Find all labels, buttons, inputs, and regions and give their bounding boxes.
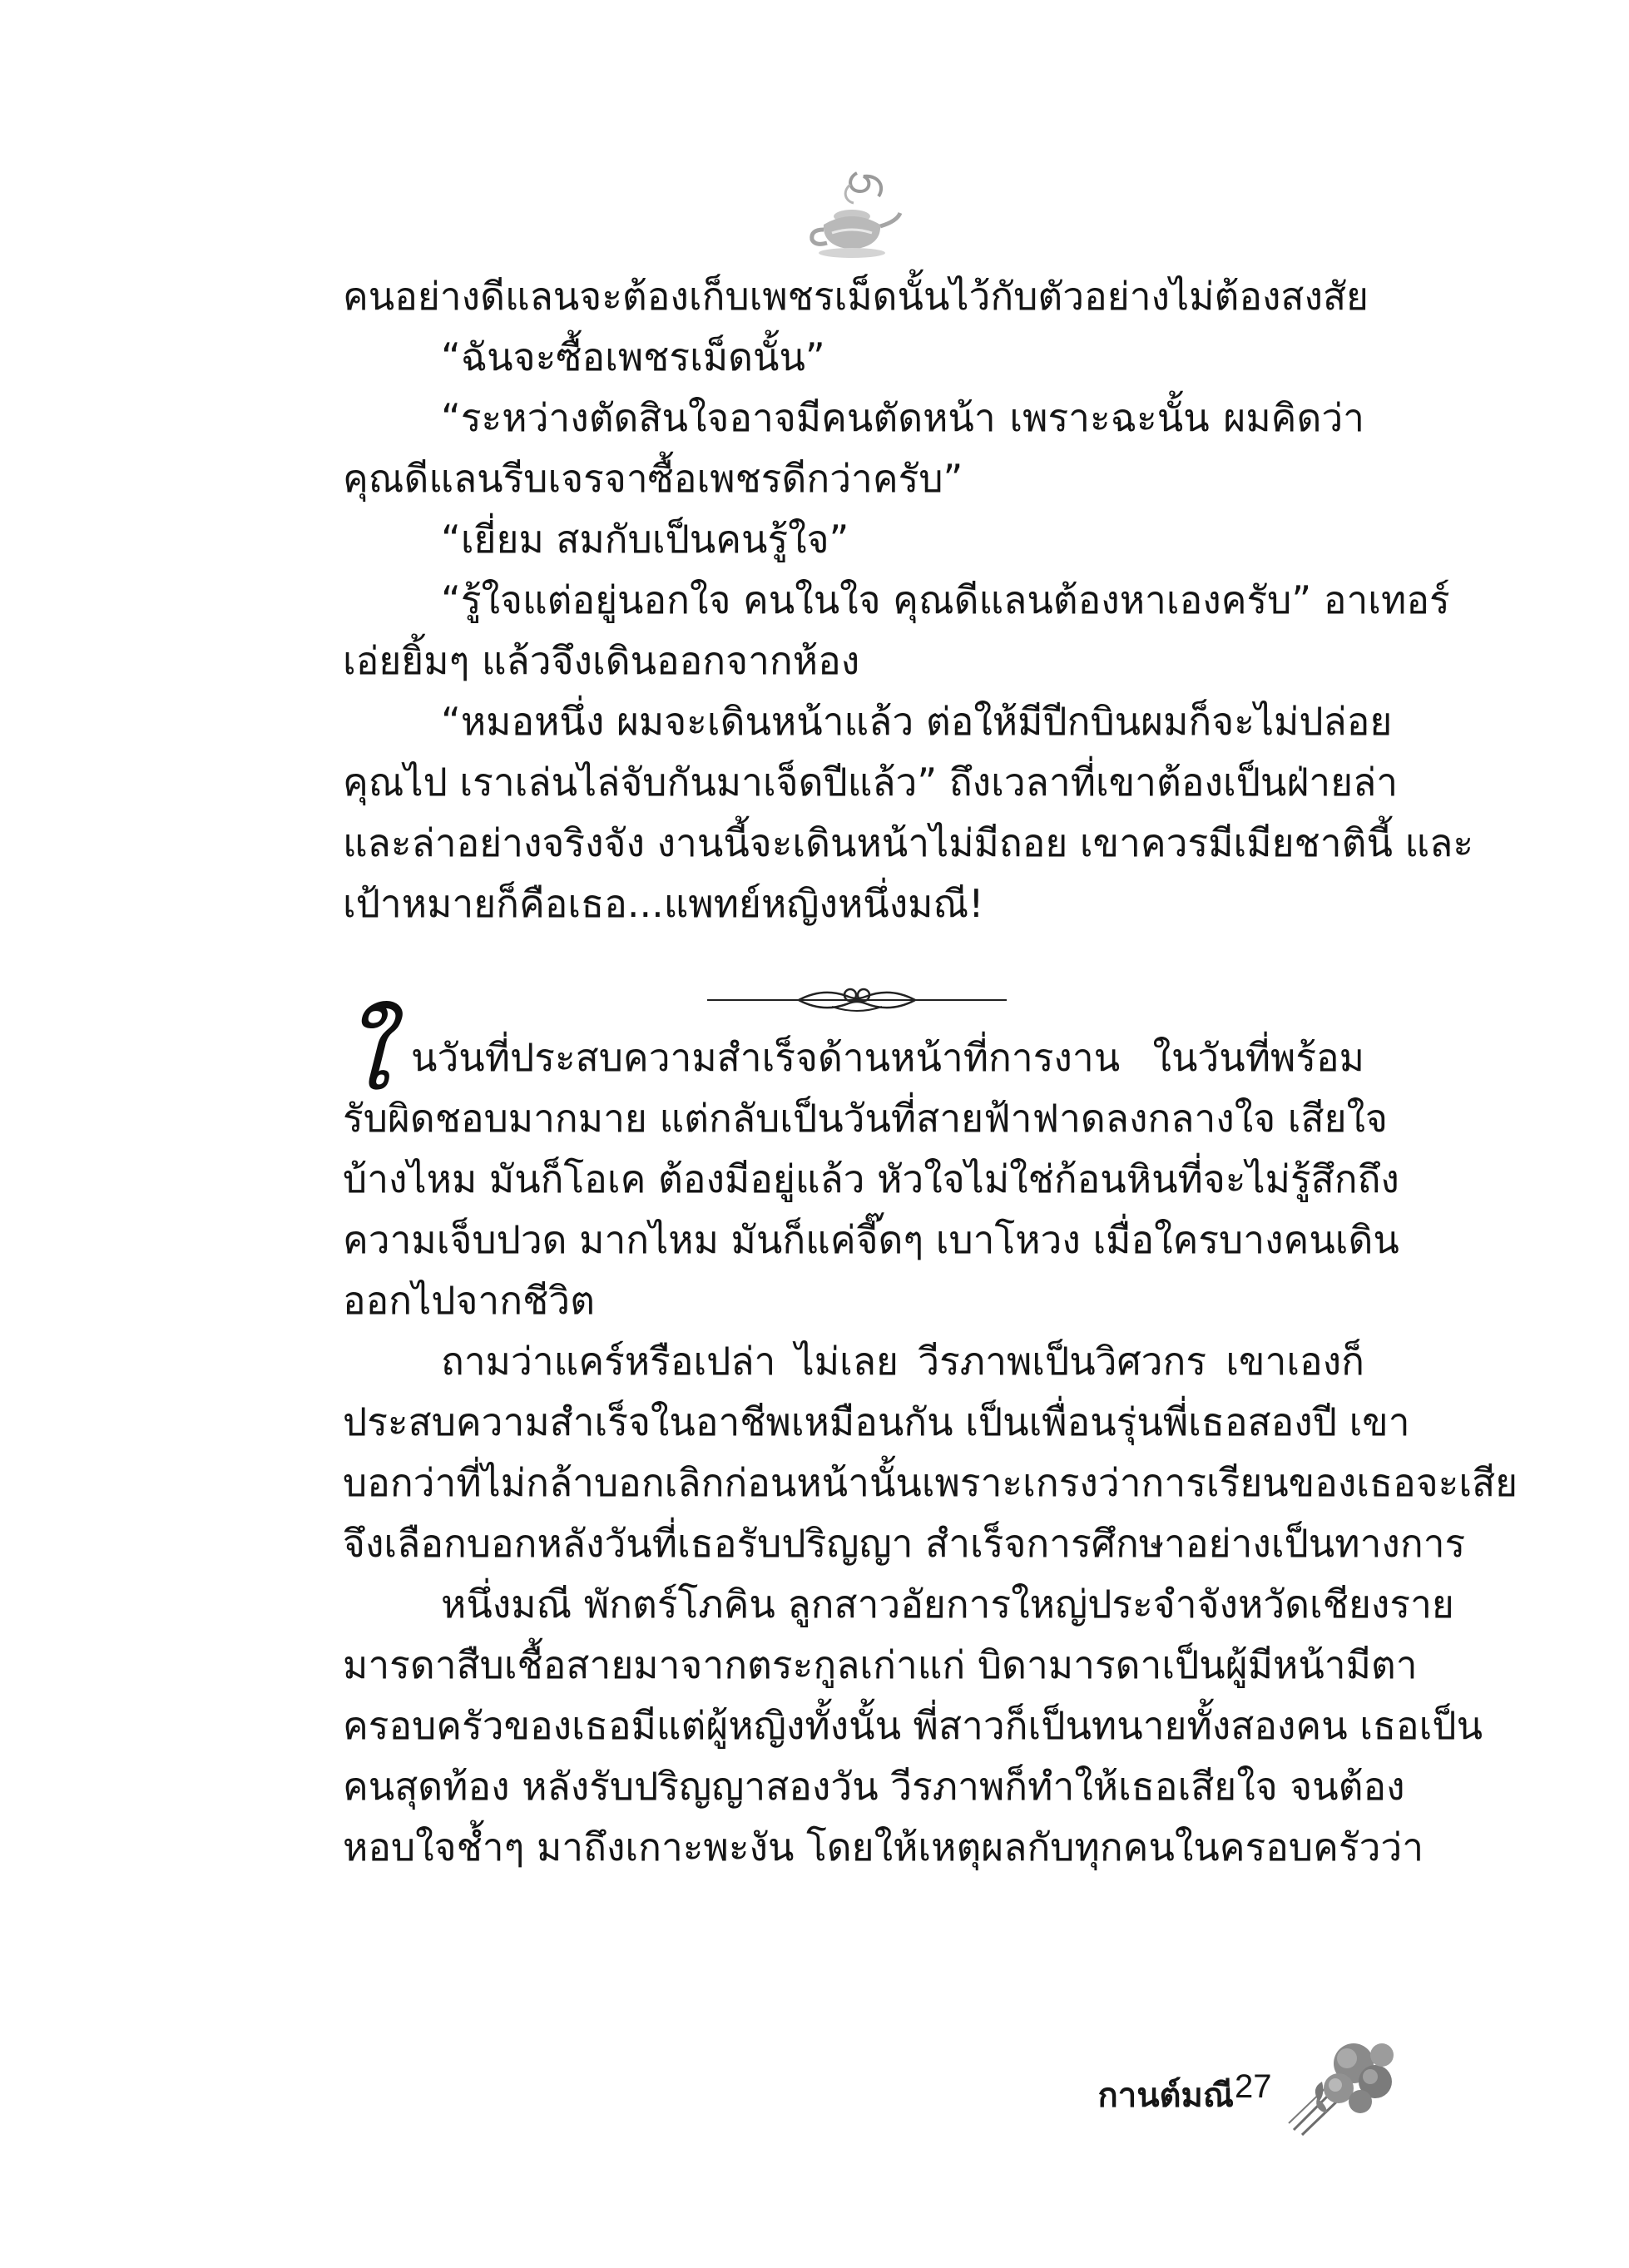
text-line: “หมอหนึ่ง ผมจะเดินหน้าแล้ว ต่อให้มีปีกบินผมก็จะไม่ปล่อย — [441, 699, 1393, 744]
text-line: บ้างไหม มันก็โอเค ต้องมีอยู่แล้ว หัวใจไม่ใช่ก้อนหินที่จะไม่รู้สึกถึง — [343, 1156, 1399, 1201]
text-line: ออกไปจากชีวิต — [343, 1278, 595, 1323]
text-block-top — [343, 266, 1474, 934]
text-line: “รู้ใจแต่อยู่นอกใจ คนในใจ คุณดีแลนต้องหาเองครับ” อาเทอร์ — [441, 577, 1450, 622]
drop-cap: ใ — [341, 998, 389, 1112]
text-line: นวันที่ประสบความสำเร็จด้านหน้าที่การงาน ในวันที่พร้อม — [411, 1035, 1364, 1080]
text-line: หนึ่งมณี พักตร์โภคิน ลูกสาวอัยการใหญ่ประจำจังหวัดเชียงราย — [441, 1582, 1454, 1627]
page-number: 27 — [1235, 2068, 1272, 2105]
text-line: มารดาสืบเชื้อสายมาจากตระกูลเก่าแก่ บิดามารดาเป็นผู้มีหน้ามีตา — [343, 1642, 1418, 1687]
footer-book-title: กานต์มณี — [1097, 2077, 1234, 2114]
text-line: จึงเลือกบอกหลังวันที่เธอรับปริญญา สำเร็จการศึกษาอย่างเป็นทางการ — [343, 1521, 1466, 1566]
text-line: ถามว่าแคร์หรือเปล่า ไม่เลย วีรภาพเป็นวิศวกร เขาเองก็ — [441, 1339, 1364, 1384]
text-line: เป้าหมายก็คือเธอ...แพทย์หญิงหนึ่งมณี! — [343, 881, 984, 926]
text-line: เอ่ยยิ้มๆ แล้วจึงเดินออกจากห้อง — [343, 638, 860, 683]
text-block-bottom — [343, 1028, 1518, 1878]
text-line: และล่าอย่างจริงจัง งานนี้จะเดินหน้าไม่มีถอย เขาควรมีเมียชาตินี้ และ — [343, 820, 1474, 865]
text-line: คุณไป เราเล่นไล่จับกันมาเจ็ดปีแล้ว” ถึงเวลาที่เขาต้องเป็นฝ่ายล่า — [343, 760, 1399, 805]
text-line: ความเจ็บปวด มากไหม มันก็แค่จี๊ดๆ เบาโหวง เมื่อใครบางคนเดิน — [343, 1217, 1399, 1262]
text-line: “ฉันจะซื้อเพชรเม็ดนั้น” — [441, 334, 825, 379]
text-line: ครอบครัวของเธอมีแต่ผู้หญิงทั้งนั้น พี่สาวก็เป็นทนายทั้งสองคน เธอเป็น — [343, 1703, 1483, 1748]
text-line: รับผิดชอบมากมาย แต่กลับเป็นวันที่สายฟ้าฟาดลงกลางใจ เสียใจ — [343, 1096, 1388, 1141]
text-line: ประสบความสำเร็จในอาชีพเหมือนกัน เป็นเพื่อนรุ่นพี่เธอสองปี เขา — [343, 1399, 1410, 1444]
teapot-ornament-icon — [799, 166, 907, 266]
text-line: หอบใจช้ำๆ มาถึงเกาะพะงัน โดยให้เหตุผลกับทุกคนในครอบครัวว่า — [343, 1825, 1424, 1869]
text-line: คนอย่างดีแลนจะต้องเก็บเพชรเม็ดนั้นไว้กับตัวอย่างไม่ต้องสงสัย — [343, 274, 1369, 319]
text-line: “เยี่ยม สมกับเป็นคนรู้ใจ” — [441, 517, 849, 562]
text-line: คุณดีแลนรีบเจรจาซื้อเพชรดีกว่าครับ” — [343, 456, 963, 501]
text-line: “ระหว่างตัดสินใจอาจมีคนตัดหน้า เพราะฉะนั้น ผมคิดว่า — [441, 395, 1364, 440]
scroll-divider-icon — [707, 982, 1007, 1018]
flower-bouquet-icon — [1277, 2030, 1402, 2142]
text-line: บอกว่าที่ไม่กล้าบอกเลิกก่อนหน้านั้นเพราะเกรงว่าการเรียนของเธอจะเสีย — [343, 1460, 1518, 1505]
text-line: คนสุดท้อง หลังรับปริญญาสองวัน วีรภาพก็ทำให้เธอเสียใจ จนต้อง — [343, 1764, 1405, 1809]
